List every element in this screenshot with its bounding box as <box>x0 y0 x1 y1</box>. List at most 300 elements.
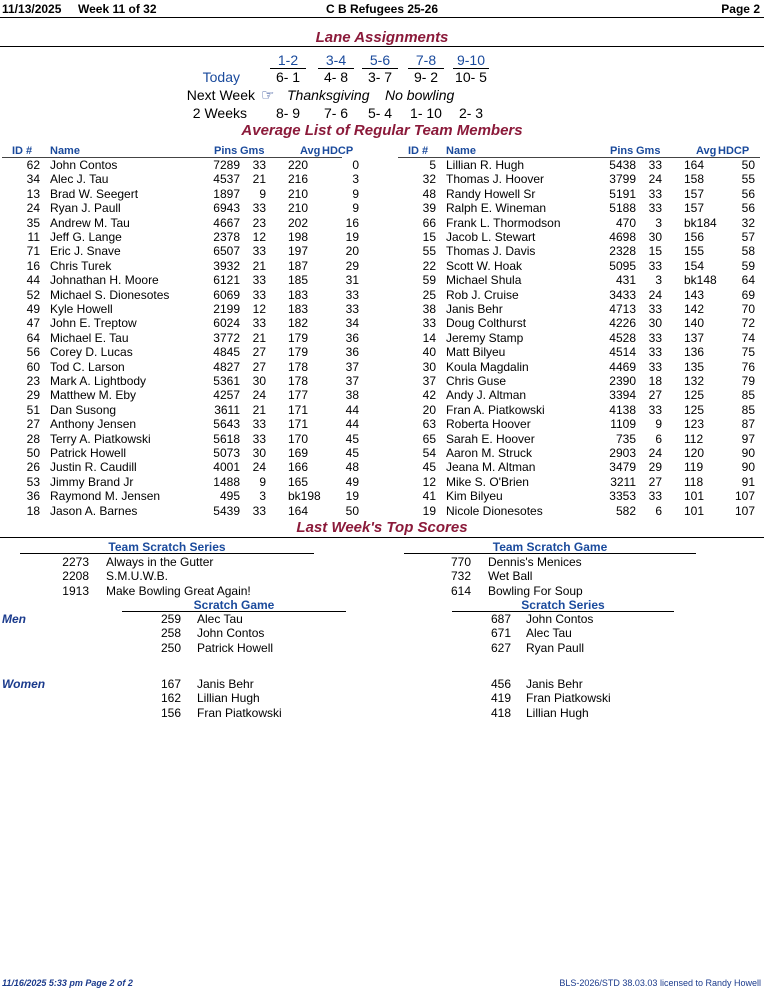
scratch-series-heading: Scratch Series <box>521 598 605 612</box>
report-date: 11/13/2025 <box>2 2 62 16</box>
bowler-average: 187 <box>288 258 309 273</box>
bowler-name: Kim Bilyeu <box>446 489 503 504</box>
bowler-pins: 495 <box>219 489 240 504</box>
men-label: Men <box>2 612 26 626</box>
bowler-handicap: 85 <box>741 388 755 403</box>
bowler-average: 170 <box>288 431 309 446</box>
team-game-rule <box>404 553 696 554</box>
lane-pair-header: 5-6 <box>369 52 391 68</box>
bowler-name: Chris Turek <box>50 258 112 273</box>
today-assignment: 9- 2 <box>413 69 439 85</box>
bowler-handicap: 49 <box>345 474 359 489</box>
bowler-games: 33 <box>648 402 662 417</box>
bowler-id: 50 <box>26 446 40 460</box>
bowler-id: 55 <box>422 244 436 259</box>
bowler-id: 49 <box>26 302 40 316</box>
bowler-handicap: 91 <box>741 474 755 489</box>
bowler-games: 24 <box>648 287 662 302</box>
bowler-games: 33 <box>648 186 662 201</box>
bowler-id: 63 <box>422 417 436 432</box>
bowler-average: 164 <box>288 503 309 518</box>
top-scores-divider <box>0 537 764 538</box>
bowler-handicap: 50 <box>741 158 755 172</box>
score-name: S.M.U.W.B. <box>106 569 169 584</box>
bowler-average: 125 <box>684 388 705 403</box>
score-value: 418 <box>490 705 511 720</box>
bowler-handicap: 87 <box>741 417 755 432</box>
bowler-name: Patrick Howell <box>50 446 127 460</box>
bowler-name: Jacob L. Stewart <box>446 230 536 244</box>
bowler-name: Thomas J. Hoover <box>446 172 545 187</box>
score-value: 687 <box>490 612 511 626</box>
two-weeks-assignment: 1- 10 <box>410 105 442 121</box>
bowler-games: 3 <box>259 489 266 504</box>
bowler-id: 60 <box>26 359 40 374</box>
table-row <box>398 432 758 446</box>
bowler-average: 202 <box>288 215 309 230</box>
bowler-pins: 3353 <box>609 489 636 504</box>
bowler-pins: 2328 <box>609 244 636 259</box>
bowler-name: Roberta Hoover <box>446 417 531 432</box>
bowler-handicap: 69 <box>741 287 755 302</box>
bowler-pins: 4667 <box>213 215 240 230</box>
bowler-pins: 4698 <box>609 230 636 244</box>
score-value: 167 <box>160 677 181 691</box>
print-timestamp: 11/16/2025 5:33 pm Page 2 of 2 <box>2 978 133 988</box>
bowler-pins: 5188 <box>609 201 636 216</box>
score-value: 250 <box>160 640 181 655</box>
score-value: 614 <box>450 583 471 598</box>
table-row <box>398 388 758 402</box>
bowler-id: 27 <box>26 417 40 432</box>
bowler-id: 16 <box>26 258 40 273</box>
bowler-games: 33 <box>648 345 662 360</box>
bowler-name: Jimmy Brand Jr <box>50 474 134 489</box>
page-number: Page 2 <box>721 2 760 16</box>
table-row <box>398 374 758 388</box>
table-row <box>398 316 758 330</box>
bowler-games: 33 <box>252 201 266 216</box>
bowler-average: bk198 <box>288 489 321 504</box>
bowler-pins: 3932 <box>213 258 240 273</box>
bowler-name: Johnathan H. Moore <box>50 273 159 288</box>
table-row <box>398 259 758 273</box>
bowler-games: 21 <box>252 258 266 273</box>
bowler-id: 33 <box>422 316 436 331</box>
bowler-average: 142 <box>684 302 705 316</box>
score-value: 456 <box>490 677 511 691</box>
two-weeks-assignment: 5- 4 <box>367 105 393 121</box>
scratch-game-heading: Scratch Game <box>193 598 275 612</box>
bowler-id: 29 <box>26 388 40 403</box>
table-row <box>2 230 362 244</box>
bowler-handicap: 33 <box>345 287 359 302</box>
bowler-name: Janis Behr <box>446 302 503 316</box>
table-row <box>398 216 758 230</box>
score-value: 671 <box>490 626 511 641</box>
bowler-id: 42 <box>422 388 436 403</box>
bowler-pins: 3394 <box>609 388 636 403</box>
bowler-id: 53 <box>26 474 40 489</box>
table-row <box>2 475 362 489</box>
bowler-name: Randy Howell Sr <box>446 186 536 201</box>
bowler-id: 59 <box>422 273 436 288</box>
bowler-average: bk184 <box>684 215 717 230</box>
bowler-pins: 4845 <box>213 345 240 360</box>
col-id: ID # <box>12 145 33 157</box>
today-assignment: 10- 5 <box>455 69 487 85</box>
week-indicator: Week 11 of 32 <box>78 2 157 16</box>
bowler-pins: 6507 <box>213 244 240 259</box>
bowler-average: 119 <box>684 460 704 475</box>
table-row <box>398 489 758 503</box>
score-name: Always in the Gutter <box>106 555 214 569</box>
bowler-games: 30 <box>252 446 266 460</box>
bowler-pins: 3479 <box>609 460 636 475</box>
bowler-average: 185 <box>288 273 309 288</box>
bowler-handicap: 107 <box>734 503 755 518</box>
bowler-name: Michael S. Dionesotes <box>50 287 170 302</box>
col-hdcp: HDCP <box>718 145 750 157</box>
bowler-average: 210 <box>288 201 309 216</box>
table-row <box>398 201 758 215</box>
bowler-games: 33 <box>252 287 266 302</box>
bowler-pins: 5438 <box>609 158 636 172</box>
bowler-pins: 5439 <box>213 503 240 518</box>
table-row <box>398 417 758 431</box>
bowler-handicap: 44 <box>345 402 359 417</box>
bowler-average: 178 <box>288 359 309 374</box>
bowler-id: 36 <box>26 489 40 504</box>
bowler-id: 39 <box>422 201 436 216</box>
bowler-name: John Contos <box>50 158 118 172</box>
col-name: Name <box>50 145 80 157</box>
bowler-name: Fran A. Piatkowski <box>446 402 545 417</box>
bowler-id: 40 <box>422 345 436 360</box>
bowler-id: 65 <box>422 431 436 446</box>
bowler-handicap: 48 <box>345 460 359 475</box>
bowler-name: Michael E. Tau <box>50 330 129 345</box>
col-id: ID # <box>408 145 429 157</box>
bowler-handicap: 76 <box>741 359 755 374</box>
bowler-games: 33 <box>648 158 662 172</box>
bowler-average: 157 <box>684 201 705 216</box>
bowler-name: Michael Shula <box>446 273 522 288</box>
bowler-games: 23 <box>252 215 266 230</box>
bowler-pins: 5361 <box>213 374 240 388</box>
bowler-games: 27 <box>252 345 266 360</box>
bowler-average: 171 <box>288 417 309 432</box>
bowler-id: 15 <box>422 230 436 244</box>
bowler-average: 166 <box>288 460 309 475</box>
table-row <box>398 273 758 287</box>
bowler-games: 33 <box>252 158 266 172</box>
bowler-games: 30 <box>252 374 266 388</box>
bowler-average: 120 <box>684 446 705 460</box>
bowler-name: Jeana M. Altman <box>446 460 536 475</box>
bowler-id: 34 <box>26 172 40 187</box>
col-avg: Avg <box>696 145 717 157</box>
table-row <box>398 230 758 244</box>
col-gms: Gms <box>240 145 265 157</box>
bowler-id: 56 <box>26 345 40 360</box>
table-row <box>398 504 758 518</box>
league-name: C B Refugees 25-26 <box>325 2 439 16</box>
bowler-name: Eric J. Snave <box>50 244 121 259</box>
bowler-id: 54 <box>422 446 436 460</box>
bowler-games: 21 <box>252 330 266 345</box>
bowler-id: 51 <box>26 402 40 417</box>
bowler-games: 9 <box>655 417 662 432</box>
two-weeks-label: 2 Weeks <box>192 105 247 121</box>
score-name: John Contos <box>197 626 265 641</box>
bowler-handicap: 90 <box>741 460 755 475</box>
bowler-id: 22 <box>422 258 436 273</box>
bowler-name: Nicole Dionesotes <box>446 503 543 518</box>
bowler-pins: 5095 <box>609 258 636 273</box>
score-value: 2273 <box>62 555 89 569</box>
score-value: 419 <box>490 691 511 706</box>
bowler-average: 123 <box>684 417 705 432</box>
bowler-games: 12 <box>252 302 266 316</box>
bowler-handicap: 38 <box>345 388 359 403</box>
bowler-name: Tod C. Larson <box>50 359 125 374</box>
bowler-games: 33 <box>252 244 266 259</box>
bowler-id: 23 <box>26 374 40 388</box>
bowler-id: 26 <box>26 460 40 475</box>
table-row <box>398 172 758 186</box>
score-name: Lillian Hugh <box>197 691 260 706</box>
bowler-average: 182 <box>288 316 309 331</box>
bowler-pins: 2378 <box>213 230 240 244</box>
bowler-average: 171 <box>288 402 309 417</box>
bowler-name: Kyle Howell <box>50 302 113 316</box>
col-name: Name <box>446 145 476 157</box>
bowler-handicap: 19 <box>345 230 359 244</box>
bowler-pins: 4138 <box>609 402 636 417</box>
bowler-games: 24 <box>252 460 266 475</box>
bowler-name: Sarah E. Hoover <box>446 431 535 446</box>
lane-pair-header: 1-2 <box>277 52 299 68</box>
score-name: Patrick Howell <box>197 640 274 655</box>
bowler-average: 183 <box>288 287 309 302</box>
bowler-id: 64 <box>26 330 40 345</box>
bowler-handicap: 3 <box>352 172 359 187</box>
pointing-hand-icon: ☞ <box>261 87 275 104</box>
bowler-games: 33 <box>648 359 662 374</box>
bowler-pins: 4257 <box>213 388 240 403</box>
bowler-pins: 6069 <box>213 287 240 302</box>
bowler-games: 18 <box>648 374 662 388</box>
bowler-pins: 470 <box>615 215 636 230</box>
bowler-pins: 5073 <box>213 446 240 460</box>
bowler-id: 35 <box>26 215 40 230</box>
bowler-id: 11 <box>27 230 40 244</box>
table-row <box>2 417 362 431</box>
bowler-id: 66 <box>422 215 436 230</box>
bowler-handicap: 37 <box>345 359 359 374</box>
bowler-handicap: 64 <box>741 273 755 288</box>
score-name: Fran Piatkowski <box>197 705 282 720</box>
bowler-games: 33 <box>648 302 662 316</box>
table-row <box>2 172 362 186</box>
table-row <box>2 489 362 503</box>
team-game-heading: Team Scratch Game <box>492 540 608 554</box>
bowler-id: 52 <box>26 287 40 302</box>
bowler-handicap: 9 <box>352 186 359 201</box>
bowler-id: 25 <box>422 287 436 302</box>
next-week-label: Next Week <box>186 87 255 103</box>
two-weeks-assignment: 2- 3 <box>458 105 484 121</box>
table-row <box>2 273 362 287</box>
score-value: 258 <box>160 626 181 641</box>
bowler-pins: 3772 <box>213 330 240 345</box>
bowler-handicap: 70 <box>741 302 755 316</box>
bowler-games: 33 <box>252 316 266 331</box>
score-name: Janis Behr <box>197 677 254 691</box>
bowler-average: 125 <box>684 402 705 417</box>
bowler-name: Thomas J. Davis <box>446 244 536 259</box>
col-pins: Pins <box>610 145 634 157</box>
table-row <box>2 302 362 316</box>
bowler-average: 143 <box>684 287 705 302</box>
team-series-rule <box>20 553 314 554</box>
top-scores-title: Last Week's Top Scores <box>296 519 468 536</box>
bowler-average: 197 <box>288 244 309 259</box>
bowler-average: 118 <box>684 474 704 489</box>
bowler-pins: 2390 <box>609 374 636 388</box>
bowler-games: 33 <box>648 201 662 216</box>
bowler-average: 156 <box>684 230 705 244</box>
col-pins: Pins <box>214 145 238 157</box>
today-label: Today <box>202 69 240 85</box>
score-name: Lillian Hugh <box>526 705 589 720</box>
bowler-games: 33 <box>252 503 266 518</box>
bowler-name: Jeremy Stamp <box>446 330 524 345</box>
bowler-handicap: 34 <box>345 316 359 331</box>
bowler-handicap: 90 <box>741 446 755 460</box>
bowler-pins: 2199 <box>213 302 240 316</box>
table-row <box>398 403 758 417</box>
table-row <box>2 244 362 258</box>
bowler-average: 216 <box>288 172 309 187</box>
bowler-id: 28 <box>26 431 40 446</box>
bowler-games: 33 <box>252 431 266 446</box>
table-row <box>398 302 758 316</box>
score-name: Alec Tau <box>526 626 572 641</box>
bowler-handicap: 107 <box>734 489 755 504</box>
bowler-name: Terry A. Piatkowski <box>50 431 151 446</box>
table-row <box>398 475 758 489</box>
bowler-id: 38 <box>422 302 436 316</box>
bowler-average: 157 <box>684 186 705 201</box>
bowler-id: 14 <box>422 330 436 345</box>
bowler-average: 135 <box>684 359 705 374</box>
today-assignment: 4- 8 <box>323 69 349 85</box>
bowler-average: bk148 <box>684 273 717 288</box>
score-name: Fran Piatkowski <box>526 691 611 706</box>
bowler-name: Mike S. O'Brien <box>446 474 529 489</box>
bowler-pins: 6943 <box>213 201 240 216</box>
two-weeks-assignment: 7- 6 <box>323 105 349 121</box>
bowler-name: Corey D. Lucas <box>50 345 133 360</box>
bowler-id: 45 <box>422 460 436 475</box>
bowler-average: 154 <box>684 258 705 273</box>
bowler-pins: 6121 <box>213 273 240 288</box>
bowler-pins: 5618 <box>213 431 240 446</box>
bowler-average: 136 <box>684 345 705 360</box>
bowler-games: 3 <box>655 215 662 230</box>
women-label: Women <box>2 677 46 691</box>
bowler-pins: 4469 <box>609 359 636 374</box>
bowler-pins: 4713 <box>609 302 636 316</box>
score-value: 162 <box>160 691 181 706</box>
bowler-average: 220 <box>288 158 309 172</box>
bowler-average: 179 <box>288 345 309 360</box>
score-value: 732 <box>450 569 471 584</box>
lane-divider <box>0 46 764 47</box>
bowler-handicap: 32 <box>741 215 755 230</box>
bowler-average: 183 <box>288 302 309 316</box>
today-assignment: 6- 1 <box>275 69 301 85</box>
bowler-name: Lillian R. Hugh <box>446 158 525 172</box>
score-value: 2208 <box>62 569 89 584</box>
bowler-name: Doug Colthurst <box>446 316 527 331</box>
bowler-handicap: 31 <box>345 273 359 288</box>
header-divider <box>0 17 764 18</box>
bowler-name: Matthew M. Eby <box>50 388 137 403</box>
bowler-handicap: 57 <box>741 230 755 244</box>
bowler-handicap: 55 <box>741 172 755 187</box>
bowler-pins: 4827 <box>213 359 240 374</box>
bowler-pins: 6024 <box>213 316 240 331</box>
bowler-name: Justin R. Caudill <box>50 460 137 475</box>
table-row <box>398 244 758 258</box>
bowler-id: 19 <box>422 503 436 518</box>
bowler-pins: 582 <box>615 503 636 518</box>
score-name: Ryan Paull <box>526 640 585 655</box>
bowler-average: 112 <box>684 431 704 446</box>
score-value: 156 <box>160 705 181 720</box>
bowler-id: 13 <box>26 186 40 201</box>
bowler-handicap: 36 <box>345 330 359 345</box>
bowler-games: 33 <box>648 330 662 345</box>
bowler-pins: 3211 <box>610 474 636 489</box>
bowler-handicap: 37 <box>345 374 359 388</box>
bowler-id: 71 <box>26 244 40 259</box>
score-value: 627 <box>490 640 511 655</box>
bowler-name: Aaron M. Struck <box>446 446 533 460</box>
table-row <box>398 446 758 460</box>
bowler-games: 24 <box>252 388 266 403</box>
bowler-handicap: 0 <box>352 158 359 172</box>
bowler-average: 177 <box>288 388 309 403</box>
score-value: 770 <box>450 555 471 569</box>
table-row <box>2 216 362 230</box>
table-row <box>2 288 362 302</box>
bowler-id: 20 <box>422 402 436 417</box>
bowler-name: Andrew M. Tau <box>50 215 130 230</box>
bowler-average: 101 <box>684 489 705 504</box>
table-row <box>2 403 362 417</box>
bowler-average: 178 <box>288 374 309 388</box>
table-row <box>2 446 362 460</box>
bowler-average: 155 <box>684 244 705 259</box>
score-name: Wet Ball <box>488 569 533 584</box>
bowler-id: 24 <box>26 201 40 216</box>
bowler-handicap: 56 <box>741 186 755 201</box>
bowler-handicap: 33 <box>345 302 359 316</box>
